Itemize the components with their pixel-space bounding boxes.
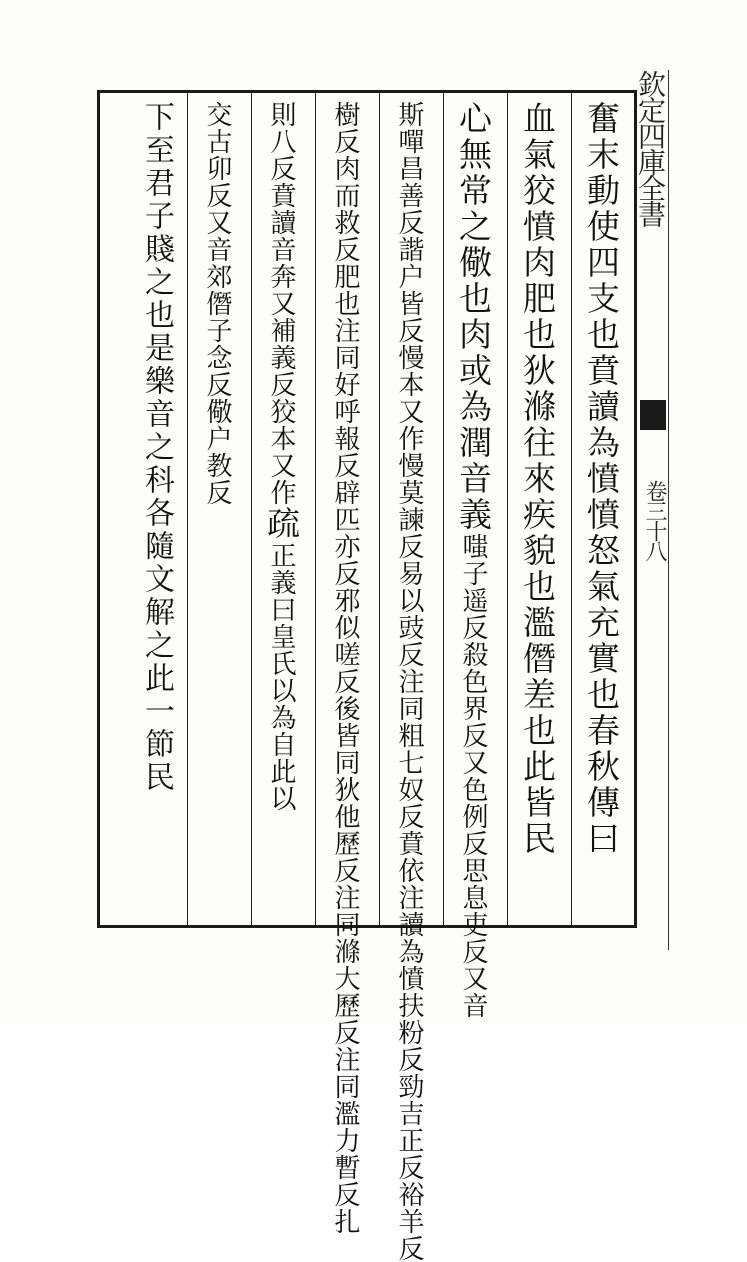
column-text: 下至君子賤之也是樂音之科各隨文解之此一節民 (139, 101, 174, 794)
column-text: 心無常之儆也肉或為潤 (454, 101, 493, 461)
page-margin-banxin (634, 70, 670, 950)
text-column (256, 101, 306, 917)
column-text: 血氣狡憤肉肥也狄滌往來疾貌也濫僭差也此皆民 (518, 101, 557, 857)
section-marker: 音義 (454, 461, 493, 533)
text-column (576, 101, 626, 917)
column-rule (251, 93, 252, 925)
column-rule (443, 93, 444, 925)
column-text: 奮末動使四支也賁讀為憤憤怒氣充實也春秋傳曰 (582, 101, 621, 857)
margin-rule (668, 70, 669, 950)
text-column (384, 101, 434, 1262)
text-column (512, 101, 562, 917)
annotation-text: 嗤子遥反殺色界反又色例反思息吏反又音 (458, 533, 488, 1019)
column-rule (315, 93, 316, 925)
annotation-text: 則八反賁讀音奔又補義反狡本又作 (266, 101, 296, 506)
column-rule (379, 93, 380, 925)
text-column (192, 101, 242, 917)
column-rule (507, 93, 508, 925)
annotation-text: 交古卯反又音郊僭子念反儆户教反 (202, 101, 232, 506)
text-column (320, 101, 370, 1235)
fish-tail-mark (640, 400, 666, 430)
column-rule (187, 93, 188, 925)
section-marker: 疏 (262, 506, 301, 542)
annotation-text: 樹反肉而救反肥也注同好呼報反辟匹亦反邪似嗟反後皆同狄他歷反注同滌大歷反注同濫力暫反扎 (330, 101, 360, 1235)
column-rule (571, 93, 572, 925)
text-column (448, 101, 498, 1019)
volume-label: 卷三十八 (642, 480, 667, 560)
book-title: 欽定四庫全書 (634, 70, 667, 226)
text-frame (97, 90, 637, 1262)
annotation-text: 斯嘽昌善反諧户皆反慢本又作慢莫諫反易以豉反注同粗七奴反賁依注讀為憤扶粉反勁吉正反裕羊反 (394, 101, 424, 1262)
text-column (134, 101, 178, 917)
annotation-text: 正義曰皇氏以為自此以 (266, 542, 296, 812)
